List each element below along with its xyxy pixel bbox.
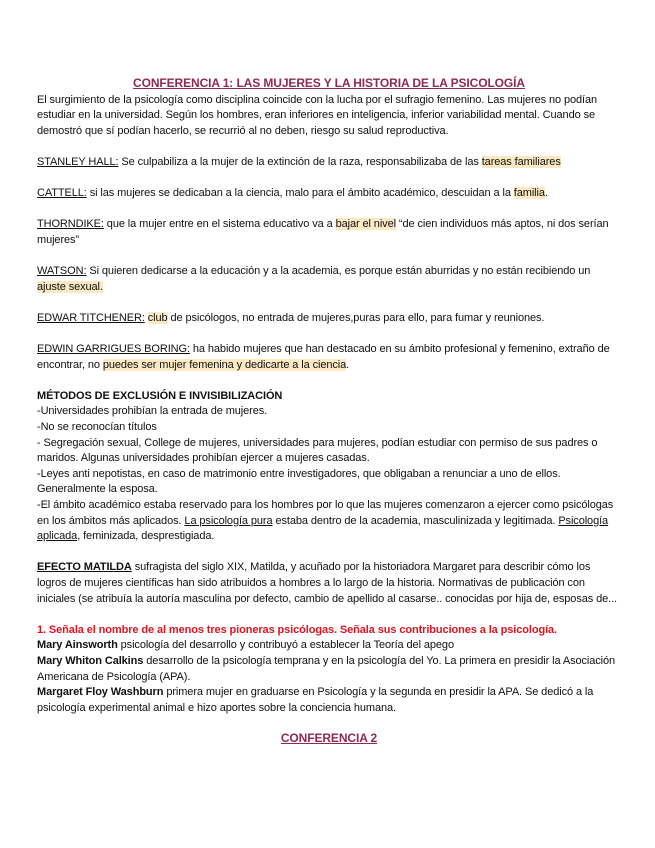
author-watson: WATSON: Si quieren dedicarse a la educación y a la academia, es porque están aburridas y no están recibiendo un ajuste sexual. xyxy=(37,265,591,293)
pioneer-name: Mary Whiton Calkins xyxy=(37,654,144,667)
pioneer-item: Mary Whiton Calkins desarrollo de la psicología temprana y en la psicología del Yo. La primera en presidir la Asociación Americana de Psicología (APA). xyxy=(37,654,616,683)
author-stanley-hall: STANLEY HALL: Se culpabiliza a la mujer de la extinción de la raza, responsabilizaba de las tareas familiares xyxy=(37,155,561,168)
pioneer-item: Margaret Floy Washburn primera mujer en graduarse en Psicología y la segunda en presidir la APA. Se dedicó a la psicología experimental animal e hizo aportes sobre la conciencia humana. xyxy=(37,686,594,714)
methods-item: -No se reconocían títulos xyxy=(37,421,157,434)
page-title: CONFERENCIA 1: LAS MUJERES Y LA HISTORIA DE LA PSICOLOGÍA xyxy=(133,76,525,90)
highlight: tareas familiares xyxy=(481,155,561,168)
methods-item: -Universidades prohibían la entrada de mujeres. xyxy=(37,405,268,418)
author-boring: EDWIN GARRIGUES BORING: ha habido mujeres que han destacado en su ámbito profesional y femenino, extraño de encontrar, no puedes ser mujer femenina y dedicarte a la ciencia. xyxy=(37,343,610,371)
author-thorndike: THORNDIKE: que la mujer entre en el sistema educativo va a bajar el nivel “de cien individuos más aptos, ni dos serían mujeres” xyxy=(37,218,609,246)
pioneer-name: Mary Ainsworth xyxy=(37,639,118,652)
pioneer-name: Margaret Floy Washburn xyxy=(37,686,164,699)
author-name: CATTELL: xyxy=(37,187,87,200)
highlight: bajar el nivel xyxy=(335,218,396,231)
matilda-label: EFECTO MATILDA xyxy=(37,561,132,574)
methods-item: -Leyes anti nepotistas, en caso de matrimonio entre investigadores, que obligaban a renunciar a uno de ellos. Generalmente la esposa. xyxy=(37,467,561,496)
methods-heading: MÉTODOS DE EXCLUSIÓN E INVISIBILIZACIÓN xyxy=(37,389,283,402)
highlight: ajuste sexual. xyxy=(37,280,103,293)
highlight: club xyxy=(147,311,168,324)
section-title-2: CONFERENCIA 2 xyxy=(280,731,378,746)
author-titchener: EDWAR TITCHENER: club de psicólogos, no entrada de mujeres,puras para ello, para fumar y reuniones. xyxy=(37,311,545,324)
author-name: STANLEY HALL: xyxy=(37,155,119,168)
methods-item: - Segregación sexual, College de mujeres, universidades para mujeres, podían estudiar con permiso de sus padres o maridos. Algunas universidades prohibían ejercer a mujeres casadas. xyxy=(37,436,598,465)
author-name: THORNDIKE: xyxy=(37,218,104,231)
intro-paragraph: El surgimiento de la psicología como disciplina coincide con la lucha por el sufragio femenino. Las mujeres no podían estudiar en la universidad. Según los hombres, eran inferiores en inteligencia, inferior variabilidad mental. Cuando se demostró que sí podían hacerlo, se recurrió al no deben, riesgo su salud reproductiva. xyxy=(37,93,598,137)
matilda-paragraph: EFECTO MATILDA sufragista del siglo XIX, Matilda, y acuñado por la historiadora Margaret para describir cómo los logros de mujeres científicas han sido atribuidos a hombres a lo largo de la historia. Normativas de publicación con iniciales (se atribuía la autoría masculina por defecto, cambio de apellido al casarse.. conocidas por hija de, esposas de... xyxy=(37,561,618,605)
methods-item-last: -El ámbito académico estaba reservado para los hombres por lo que las mujeres comenzaron a ejercer como psicólogas en los ámbitos más aplicados. La psicología pura estaba dentro de la academia, masculinizada y legitimada. Psicología aplicada, feminizada, desprestigiada. xyxy=(37,499,614,543)
applied-psychology: Psicología aplicada xyxy=(37,514,609,543)
author-name: EDWIN GARRIGUES BORING: xyxy=(37,343,190,356)
pure-psychology: La psicología pura xyxy=(184,514,273,527)
author-name: EDWAR TITCHENER: xyxy=(37,311,145,324)
highlight: familia xyxy=(513,187,545,200)
author-cattell: CATTELL: si las mujeres se dedicaban a la ciencia, malo para el ámbito académico, descuidan a la familia. xyxy=(37,187,548,200)
document-page xyxy=(37,76,621,747)
highlight: puedes ser mujer femenina y dedicarte a la ciencia xyxy=(102,358,347,371)
author-name: WATSON: xyxy=(37,265,87,278)
pioneer-item: Mary Ainsworth psicología del desarrollo y contribuyó a establecer la Teoría del apego xyxy=(37,639,454,652)
question-heading: 1. Señala el nombre de al menos tres pioneras psicólogas. Señala sus contribuciones a la psicología. xyxy=(37,623,558,636)
